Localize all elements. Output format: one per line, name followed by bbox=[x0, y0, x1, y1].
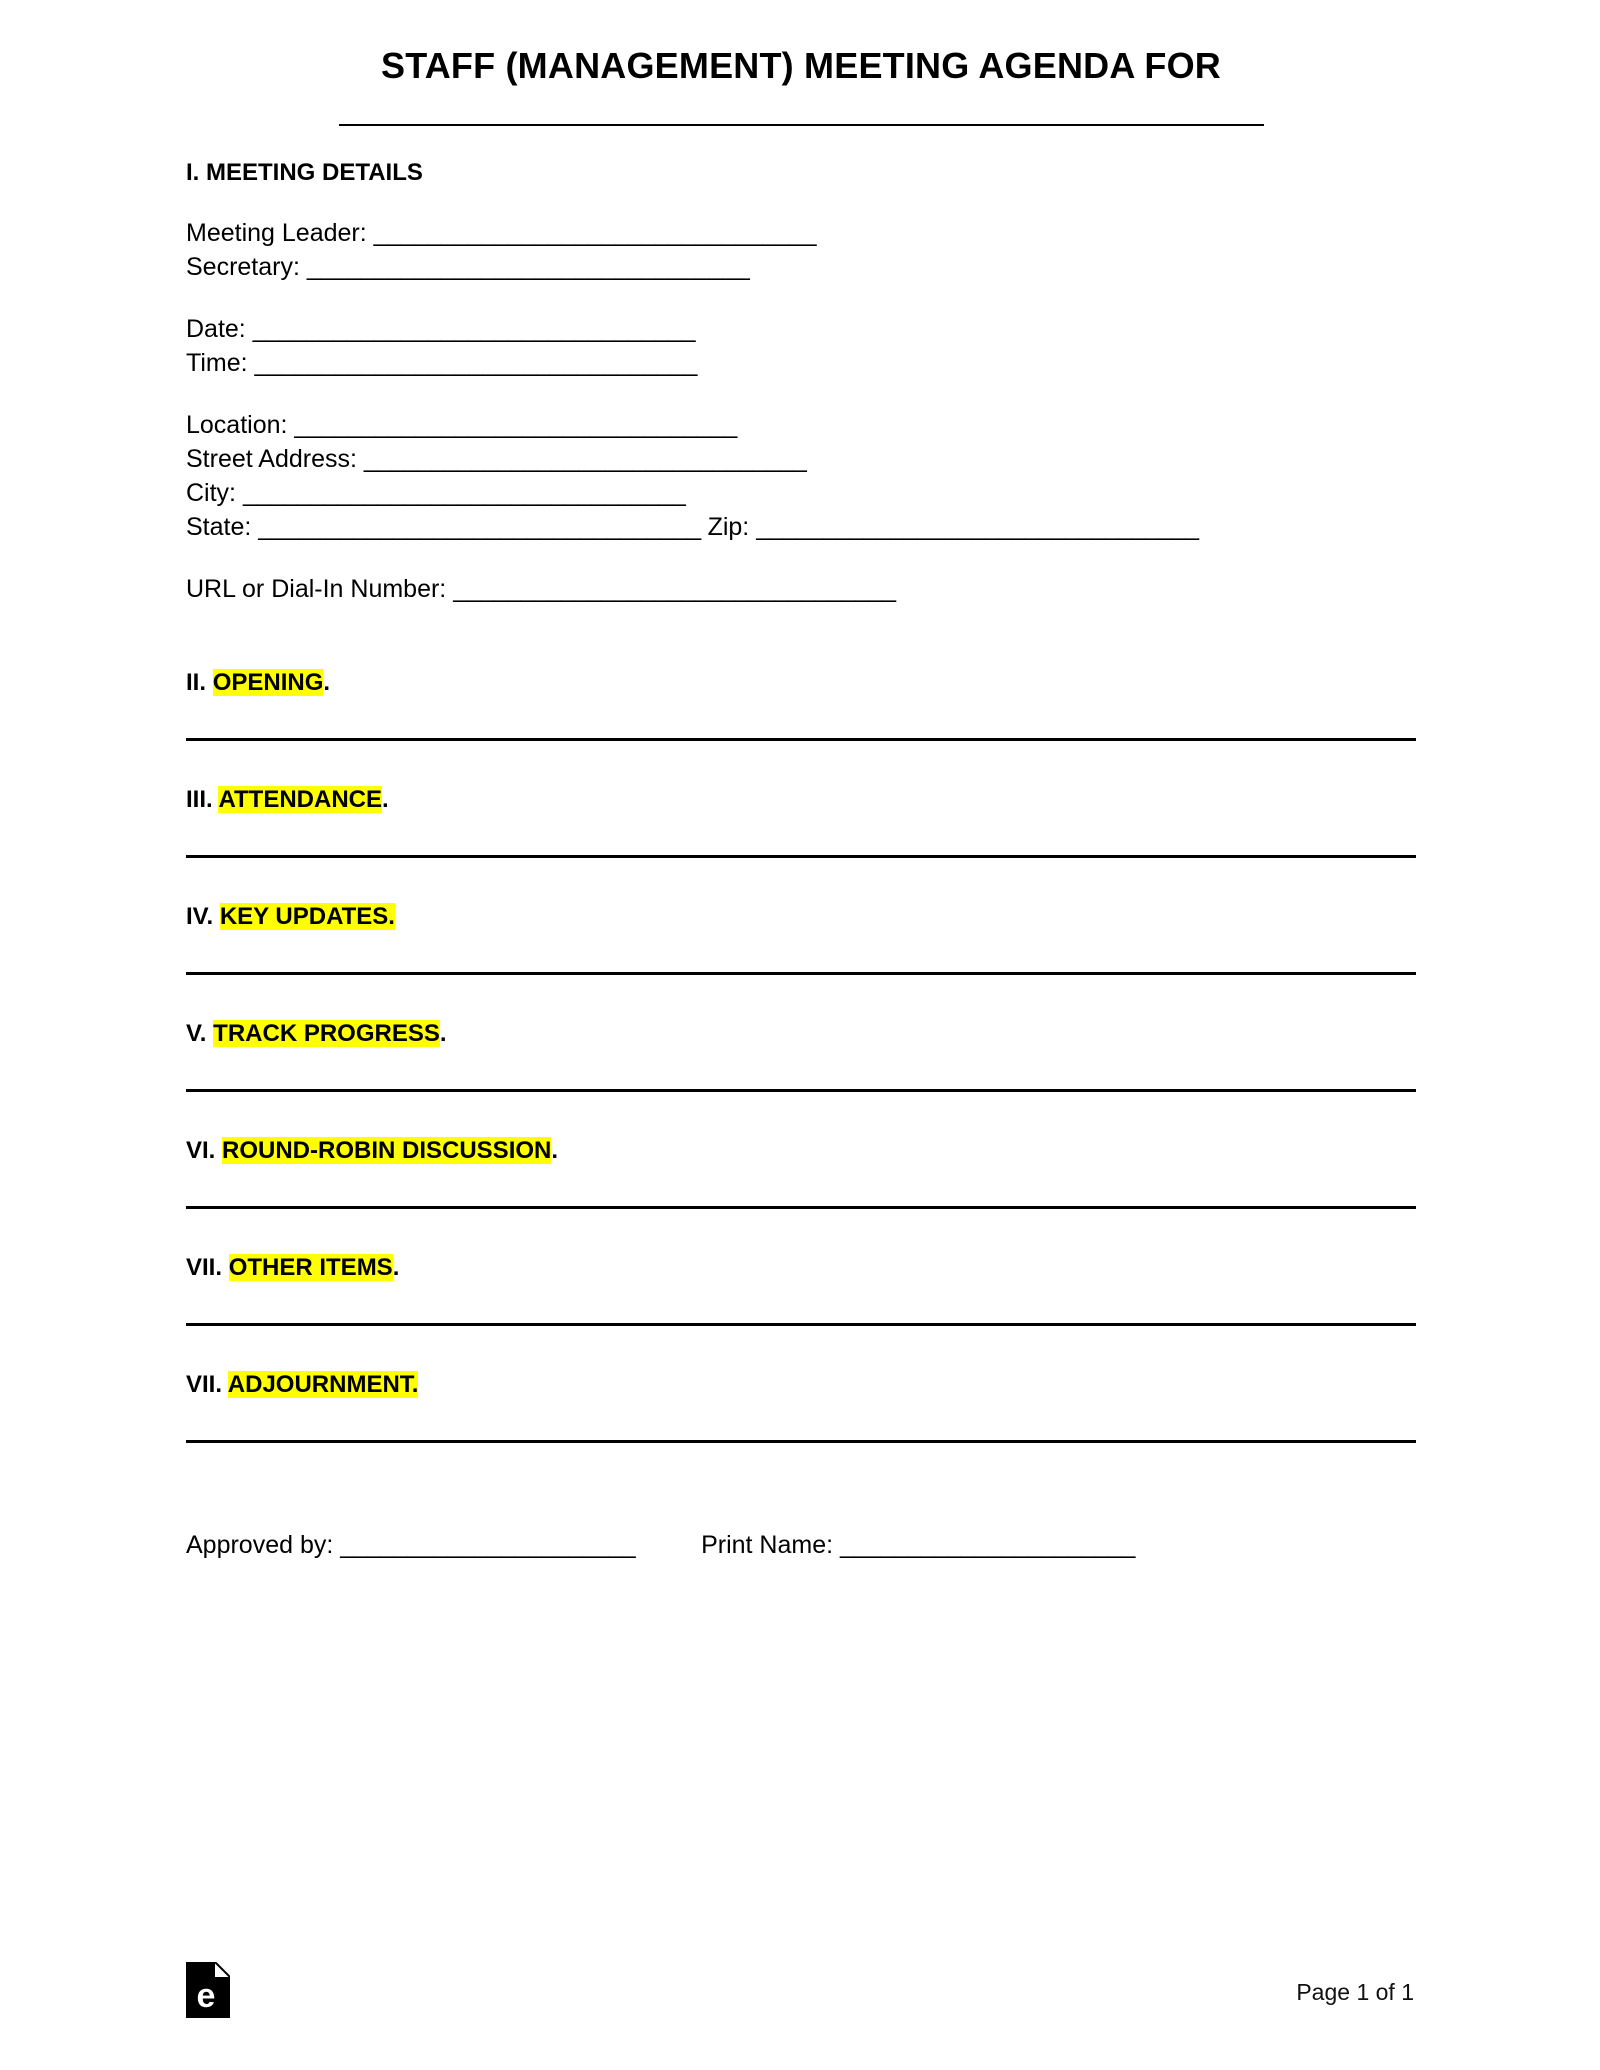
agenda-title-track-progress: TRACK PROGRESS bbox=[213, 1020, 440, 1048]
field-label-location: Location: bbox=[186, 411, 288, 440]
field-group-people bbox=[186, 216, 1416, 284]
agenda-heading-track-progress bbox=[186, 1019, 1416, 1049]
field-blank-city[interactable]: _________________________________ bbox=[242, 479, 686, 508]
agenda-rule-track-progress[interactable] bbox=[186, 1089, 1416, 1092]
agenda-title-key-updates: KEY UPDATES. bbox=[219, 903, 395, 931]
approved-by-blank[interactable]: ______________________ bbox=[340, 1531, 636, 1560]
agenda-section-attendance bbox=[186, 785, 1416, 858]
agenda-rule-round-robin[interactable] bbox=[186, 1206, 1416, 1209]
agenda-heading-key-updates bbox=[186, 902, 1416, 932]
approved-by-label: Approved by: bbox=[186, 1531, 334, 1560]
field-blank-meeting-leader[interactable]: _________________________________ bbox=[373, 219, 816, 248]
agenda-rule-key-updates[interactable] bbox=[186, 972, 1416, 975]
agenda-rule-adjournment[interactable] bbox=[186, 1440, 1416, 1443]
page-footer bbox=[186, 1942, 1414, 2022]
agenda-rule-opening[interactable] bbox=[186, 738, 1416, 741]
agenda-numeral-round-robin: VI. bbox=[186, 1137, 216, 1165]
agenda-title-adjournment: ADJOURNMENT. bbox=[227, 1371, 419, 1399]
field-blank-time[interactable]: _________________________________ bbox=[254, 349, 697, 378]
field-blank-zip[interactable]: _________________________________ bbox=[756, 513, 1199, 542]
field-blank-state[interactable]: _________________________________ bbox=[258, 513, 701, 542]
agenda-numeral-adjournment: VII. bbox=[186, 1371, 223, 1399]
agenda-period-round-robin: . bbox=[551, 1137, 559, 1165]
field-blank-url-dialin[interactable]: _________________________________ bbox=[453, 575, 896, 604]
agenda-heading-opening bbox=[186, 668, 1416, 698]
field-label-zip: Zip: bbox=[707, 513, 750, 542]
agenda-heading-other-items bbox=[186, 1253, 1416, 1283]
agenda-rule-attendance[interactable] bbox=[186, 855, 1416, 858]
agenda-period-other-items: . bbox=[392, 1254, 400, 1282]
eforms-logo-icon bbox=[186, 1962, 230, 2018]
field-label-city: City: bbox=[186, 479, 236, 508]
field-blank-location[interactable]: _________________________________ bbox=[294, 411, 737, 440]
document-content bbox=[186, 0, 1416, 1562]
title-blank-line[interactable] bbox=[339, 123, 1264, 126]
field-street-address bbox=[186, 442, 1416, 476]
agenda-section-track-progress bbox=[186, 1019, 1416, 1092]
agenda-section-opening bbox=[186, 668, 1416, 741]
agenda-numeral-attendance: III. bbox=[186, 786, 213, 814]
field-group-datetime bbox=[186, 312, 1416, 380]
agenda-period-attendance: . bbox=[382, 786, 389, 814]
field-date bbox=[186, 312, 1416, 346]
agenda-section-other-items bbox=[186, 1253, 1416, 1326]
page-title: STAFF (MANAGEMENT) MEETING AGENDA FOR bbox=[380, 45, 1221, 86]
agenda-title-other-items: OTHER ITEMS bbox=[228, 1254, 393, 1282]
field-time bbox=[186, 346, 1416, 380]
agenda-heading-round-robin bbox=[186, 1136, 1416, 1166]
field-city bbox=[186, 476, 1416, 510]
field-blank-street-address[interactable]: _________________________________ bbox=[363, 445, 807, 474]
field-secretary bbox=[186, 250, 1416, 284]
field-url-dialin bbox=[186, 572, 1416, 606]
field-blank-date[interactable]: _________________________________ bbox=[252, 315, 696, 344]
agenda-title-opening: OPENING bbox=[212, 669, 324, 697]
agenda-heading-attendance bbox=[186, 785, 1416, 815]
field-blank-secretary[interactable]: _________________________________ bbox=[306, 253, 750, 282]
agenda-numeral-track-progress: V. bbox=[186, 1020, 207, 1048]
field-group-address bbox=[186, 408, 1416, 544]
agenda-period-opening: . bbox=[323, 669, 331, 697]
field-meeting-leader bbox=[186, 216, 1416, 250]
field-label-state: State: bbox=[186, 513, 252, 542]
agenda-numeral-other-items: VII. bbox=[186, 1254, 223, 1282]
print-name-label: Print Name: bbox=[701, 1531, 834, 1560]
page-number: Page 1 of 1 bbox=[1296, 1979, 1414, 2005]
agenda-numeral-key-updates: IV. bbox=[186, 903, 214, 931]
field-label-street-address: Street Address: bbox=[186, 445, 357, 474]
print-name-blank[interactable]: ______________________ bbox=[840, 1531, 1135, 1560]
agenda-title-round-robin: ROUND-ROBIN DISCUSSION bbox=[222, 1137, 552, 1165]
agenda-heading-adjournment bbox=[186, 1370, 1416, 1400]
agenda-section-key-updates bbox=[186, 902, 1416, 975]
field-location bbox=[186, 408, 1416, 442]
agenda-title-attendance: ATTENDANCE bbox=[218, 786, 382, 814]
svg-text:e: e bbox=[196, 1977, 216, 2015]
field-group-dialin bbox=[186, 572, 1416, 606]
field-label-secretary: Secretary: bbox=[186, 253, 300, 282]
field-label-date: Date: bbox=[186, 315, 246, 344]
field-label-time: Time: bbox=[186, 349, 248, 378]
meeting-details-heading: I. MEETING DETAILS bbox=[186, 159, 423, 187]
field-state-zip bbox=[186, 510, 1416, 544]
agenda-rule-other-items[interactable] bbox=[186, 1323, 1416, 1326]
field-label-url-dialin: URL or Dial-In Number: bbox=[186, 575, 447, 604]
agenda-period-track-progress: . bbox=[439, 1020, 447, 1048]
approval-row bbox=[186, 1529, 1416, 1562]
agenda-section-adjournment bbox=[186, 1370, 1416, 1443]
field-label-meeting-leader: Meeting Leader: bbox=[186, 219, 367, 248]
agenda-numeral-opening: II. bbox=[186, 669, 207, 697]
agenda-section-round-robin bbox=[186, 1136, 1416, 1209]
title-blank-wrap bbox=[186, 108, 1416, 130]
